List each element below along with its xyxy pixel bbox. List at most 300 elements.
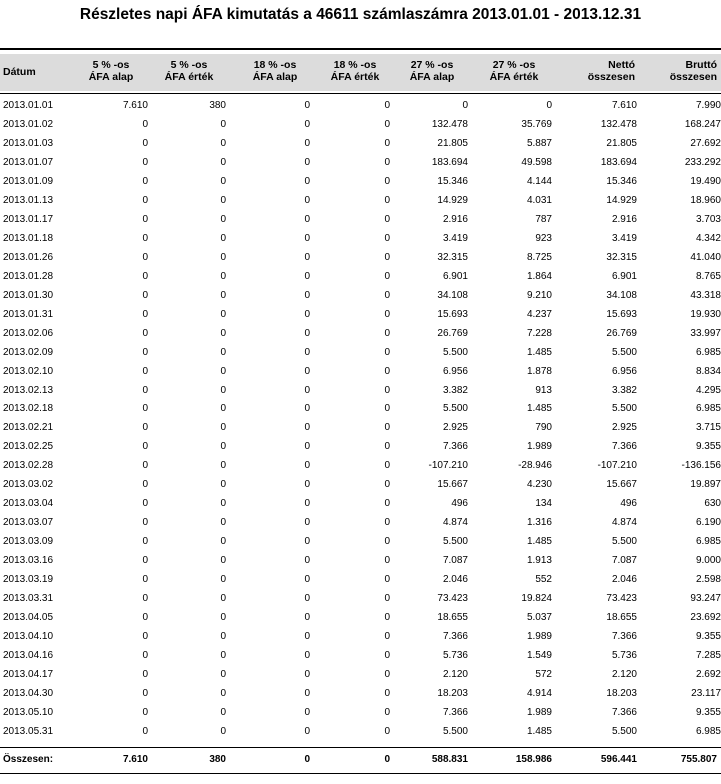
value-cell: 0 [304, 574, 310, 586]
value-cell: 0 [304, 441, 310, 453]
date-cell: 2013.03.16 [3, 555, 54, 567]
table-row [0, 191, 721, 210]
value-cell: 3.382 [611, 384, 637, 396]
value-cell: 0 [142, 213, 148, 225]
value-cell: 496 [451, 498, 468, 510]
value-cell: 0 [142, 308, 148, 320]
total-top-rule [0, 747, 721, 748]
value-cell: 0 [384, 422, 390, 434]
date-cell: 2013.02.21 [3, 422, 54, 434]
table-row [0, 115, 721, 134]
value-cell: 0 [384, 631, 390, 643]
column-header-2 [158, 59, 220, 83]
value-cell: 0 [384, 593, 390, 605]
date-cell: 2013.04.10 [3, 631, 54, 643]
value-cell: 8.834 [695, 365, 721, 377]
table-row [0, 210, 721, 229]
value-cell: 0 [220, 479, 226, 491]
value-cell: 2.046 [611, 574, 637, 586]
value-cell: 0 [220, 365, 226, 377]
date-cell: 2013.01.07 [3, 156, 54, 168]
value-cell: 23.117 [691, 688, 721, 700]
value-cell: 0 [142, 422, 148, 434]
date-cell: 2013.03.31 [3, 593, 54, 605]
value-cell: 0 [142, 251, 148, 263]
value-cell: 0 [142, 384, 148, 396]
value-cell: 0 [304, 118, 310, 130]
total-value: 755.807 [680, 754, 717, 765]
total-value: 0 [384, 754, 390, 765]
value-cell: 0 [304, 536, 310, 548]
value-cell: 4.874 [442, 517, 468, 529]
value-cell: 0 [304, 384, 310, 396]
value-cell: 0 [142, 631, 148, 643]
value-cell: 3.419 [611, 232, 637, 244]
value-cell: 0 [142, 725, 148, 737]
table-row [0, 646, 721, 665]
value-cell: 0 [220, 631, 226, 643]
value-cell: 7.990 [695, 99, 721, 111]
value-cell: 0 [220, 498, 226, 510]
value-cell: 0 [220, 536, 226, 548]
value-cell: 0 [142, 194, 148, 206]
value-cell: 0 [220, 669, 226, 681]
value-cell: 1.864 [526, 270, 552, 282]
value-cell: 8.725 [526, 251, 552, 263]
value-cell: 3.703 [695, 213, 721, 225]
value-cell: 6.956 [442, 365, 468, 377]
value-cell: 0 [142, 460, 148, 472]
value-cell: 0 [220, 156, 226, 168]
value-cell: 19.897 [690, 479, 721, 491]
value-cell: 2.598 [695, 574, 721, 586]
date-cell: 2013.03.07 [3, 517, 54, 529]
value-cell: 0 [220, 422, 226, 434]
column-header-line2: ÁFA alap [88, 71, 134, 83]
value-cell: 49.598 [521, 156, 552, 168]
value-cell: 4.230 [526, 479, 552, 491]
value-cell: 15.693 [437, 308, 468, 320]
value-cell: 5.037 [526, 612, 552, 624]
value-cell: 6.985 [695, 403, 721, 415]
date-cell: 2013.01.31 [3, 308, 54, 320]
value-cell: 0 [304, 460, 310, 472]
table-row [0, 229, 721, 248]
date-cell: 2013.01.18 [3, 232, 54, 244]
date-cell: 2013.02.06 [3, 327, 54, 339]
value-cell: 0 [220, 612, 226, 624]
value-cell: 0 [220, 213, 226, 225]
column-header-6 [482, 59, 546, 83]
date-cell: 2013.03.09 [3, 536, 54, 548]
value-cell: 0 [304, 706, 310, 718]
total-value: 0 [304, 754, 310, 765]
value-cell: 32.315 [606, 251, 637, 263]
value-cell: 0 [384, 517, 390, 529]
value-cell: 0 [220, 137, 226, 149]
value-cell: 1.989 [526, 631, 552, 643]
value-cell: 0 [384, 441, 390, 453]
value-cell: 0 [220, 270, 226, 282]
date-cell: 2013.01.09 [3, 175, 54, 187]
value-cell: 0 [384, 460, 390, 472]
date-cell: 2013.04.16 [3, 650, 54, 662]
value-cell: 26.769 [606, 327, 637, 339]
table-row [0, 305, 721, 324]
value-cell: 27.692 [690, 137, 721, 149]
value-cell: 1.316 [526, 517, 552, 529]
column-header-line1: 18 % -os [253, 59, 297, 71]
date-cell: 2013.05.10 [3, 706, 54, 718]
date-cell: 2013.02.18 [3, 403, 54, 415]
value-cell: 0 [384, 156, 390, 168]
value-cell: 0 [384, 650, 390, 662]
value-cell: 0 [304, 498, 310, 510]
value-cell: 0 [304, 593, 310, 605]
value-cell: 14.929 [606, 194, 637, 206]
total-value: 596.441 [600, 754, 637, 765]
value-cell: 0 [384, 194, 390, 206]
value-cell: 0 [304, 631, 310, 643]
value-cell: 0 [220, 327, 226, 339]
date-cell: 2013.04.05 [3, 612, 54, 624]
value-cell: 0 [142, 289, 148, 301]
date-cell: 2013.03.19 [3, 574, 54, 586]
date-cell: 2013.01.26 [3, 251, 54, 263]
date-cell: 2013.01.01 [3, 99, 54, 111]
value-cell: -136.156 [681, 460, 721, 472]
value-cell: 15.667 [437, 479, 468, 491]
value-cell: 5.500 [442, 725, 468, 737]
table-row [0, 324, 721, 343]
value-cell: 0 [384, 118, 390, 130]
value-cell: 6.901 [611, 270, 637, 282]
value-cell: 5.500 [611, 536, 637, 548]
table-row [0, 684, 721, 703]
value-cell: 0 [220, 403, 226, 415]
value-cell: 0 [220, 593, 226, 605]
table-row [0, 267, 721, 286]
value-cell: 0 [304, 308, 310, 320]
value-cell: 43.318 [690, 289, 721, 301]
value-cell: 1.549 [526, 650, 552, 662]
value-cell: 0 [220, 460, 226, 472]
value-cell: 0 [384, 725, 390, 737]
value-cell: 6.901 [442, 270, 468, 282]
value-cell: 0 [384, 327, 390, 339]
value-cell: 0 [304, 289, 310, 301]
value-cell: 2.916 [611, 213, 637, 225]
table-row [0, 722, 721, 741]
table-row [0, 343, 721, 362]
value-cell: 0 [142, 479, 148, 491]
value-cell: 0 [304, 650, 310, 662]
value-cell: 5.500 [611, 725, 637, 737]
value-cell: 32.315 [437, 251, 468, 263]
value-cell: 4.914 [526, 688, 552, 700]
value-cell: 132.478 [431, 118, 468, 130]
value-cell: 4.031 [526, 194, 552, 206]
value-cell: 6.985 [695, 346, 721, 358]
value-cell: 0 [142, 327, 148, 339]
value-cell: 73.423 [606, 593, 637, 605]
value-cell: 0 [304, 479, 310, 491]
table-row [0, 362, 721, 381]
value-cell: 2.925 [442, 422, 468, 434]
date-cell: 2013.01.03 [3, 137, 54, 149]
report-title: Részletes napi ÁFA kimutatás a 46611 számlaszámra 2013.01.01 - 2013.12.31 [79, 6, 642, 23]
value-cell: 0 [384, 479, 390, 491]
value-cell: 0 [304, 232, 310, 244]
value-cell: 0 [142, 365, 148, 377]
value-cell: 3.382 [442, 384, 468, 396]
value-cell: 33.997 [690, 327, 721, 339]
value-cell: 0 [304, 194, 310, 206]
value-cell: 18.203 [437, 688, 468, 700]
value-cell: 552 [535, 574, 552, 586]
value-cell: 134 [535, 498, 552, 510]
date-cell: 2013.04.17 [3, 669, 54, 681]
value-cell: 0 [384, 384, 390, 396]
value-cell: 0 [304, 213, 310, 225]
value-cell: 168.247 [684, 118, 721, 130]
value-cell: 0 [384, 612, 390, 624]
value-cell: 5.500 [611, 346, 637, 358]
date-cell: 2013.03.04 [3, 498, 54, 510]
value-cell: 0 [384, 574, 390, 586]
column-header-line1: 27 % -os [410, 59, 454, 71]
total-value: 588.831 [431, 754, 468, 765]
value-cell: 132.478 [600, 118, 637, 130]
value-cell: 0 [384, 175, 390, 187]
value-cell: 18.655 [606, 612, 637, 624]
value-cell: 0 [384, 688, 390, 700]
value-cell: 0 [220, 175, 226, 187]
table-row [0, 418, 721, 437]
value-cell: 15.346 [606, 175, 637, 187]
value-cell: 2.916 [442, 213, 468, 225]
value-cell: 233.292 [684, 156, 721, 168]
value-cell: 0 [142, 346, 148, 358]
value-cell: 0 [142, 688, 148, 700]
header-bottom-rule [0, 93, 721, 94]
value-cell: 3.419 [442, 232, 468, 244]
value-cell: 0 [220, 289, 226, 301]
value-cell: 7.366 [611, 631, 637, 643]
value-cell: 0 [304, 270, 310, 282]
value-cell: 0 [304, 517, 310, 529]
column-header-line2: ÁFA érték [489, 71, 539, 83]
value-cell: 15.667 [606, 479, 637, 491]
column-header-line2: ÁFA érték [330, 71, 380, 83]
value-cell: 0 [304, 555, 310, 567]
value-cell: 0 [220, 384, 226, 396]
value-cell: 19.490 [690, 175, 721, 187]
value-cell: 0 [142, 574, 148, 586]
value-cell: 7.366 [611, 706, 637, 718]
column-header-line1: 5 % -os [92, 59, 130, 71]
total-value: 158.986 [515, 754, 552, 765]
value-cell: 2.120 [442, 669, 468, 681]
value-cell: 0 [142, 118, 148, 130]
totals-label: Összesen: [3, 754, 54, 765]
table-row [0, 248, 721, 267]
value-cell: 0 [142, 612, 148, 624]
value-cell: 380 [209, 99, 226, 111]
value-cell: 0 [384, 498, 390, 510]
column-header-line1: Nettó [608, 59, 635, 71]
value-cell: 0 [220, 725, 226, 737]
value-cell: 0 [304, 669, 310, 681]
value-cell: 73.423 [437, 593, 468, 605]
value-cell: 9.210 [526, 289, 552, 301]
value-cell: 572 [535, 669, 552, 681]
date-cell: 2013.04.30 [3, 688, 54, 700]
table-row [0, 400, 721, 419]
column-header-4 [322, 59, 388, 83]
date-cell: 2013.01.13 [3, 194, 54, 206]
table-row [0, 286, 721, 305]
value-cell: 7.366 [611, 441, 637, 453]
value-cell: 0 [304, 688, 310, 700]
value-cell: 0 [304, 137, 310, 149]
value-cell: 15.693 [606, 308, 637, 320]
column-header-line2: ÁFA érték [164, 71, 214, 83]
value-cell: 0 [304, 403, 310, 415]
value-cell: 35.769 [521, 118, 552, 130]
value-cell: 5.500 [442, 403, 468, 415]
value-cell: 7.087 [611, 555, 637, 567]
table-row [0, 134, 721, 153]
value-cell: 18.655 [437, 612, 468, 624]
value-cell: 0 [220, 194, 226, 206]
column-header-line1: Dátum [3, 66, 36, 78]
value-cell: 0 [384, 669, 390, 681]
value-cell: 4.295 [695, 384, 721, 396]
value-cell: 1.485 [526, 346, 552, 358]
value-cell: 2.046 [442, 574, 468, 586]
table-row [0, 627, 721, 646]
column-header-0 [3, 66, 63, 78]
value-cell: 9.355 [695, 706, 721, 718]
value-cell: 4.342 [695, 232, 721, 244]
value-cell: 7.366 [442, 631, 468, 643]
value-cell: 21.805 [606, 137, 637, 149]
table-row [0, 703, 721, 722]
table-row [0, 551, 721, 570]
table-row [0, 475, 721, 494]
column-header-8 [657, 59, 717, 83]
value-cell: 1.989 [526, 706, 552, 718]
value-cell: 183.694 [431, 156, 468, 168]
column-header-1 [80, 59, 142, 83]
value-cell: 630 [704, 498, 721, 510]
value-cell: 7.366 [442, 706, 468, 718]
value-cell: 7.228 [526, 327, 552, 339]
date-cell: 2013.02.28 [3, 460, 54, 472]
value-cell: 0 [304, 365, 310, 377]
value-cell: 23.692 [690, 612, 721, 624]
value-cell: 0 [304, 175, 310, 187]
column-header-line2: összesen [669, 71, 717, 83]
value-cell: 4.237 [526, 308, 552, 320]
value-cell: 0 [304, 327, 310, 339]
column-header-line1: 5 % -os [170, 59, 208, 71]
value-cell: 0 [220, 706, 226, 718]
value-cell: 0 [220, 517, 226, 529]
value-cell: 0 [220, 688, 226, 700]
value-cell: -107.210 [428, 460, 468, 472]
value-cell: 18.960 [690, 194, 721, 206]
value-cell: 496 [620, 498, 637, 510]
column-header-line2: ÁFA alap [252, 71, 298, 83]
value-cell: 5.736 [442, 650, 468, 662]
value-cell: 4.144 [526, 175, 552, 187]
value-cell: 21.805 [437, 137, 468, 149]
date-cell: 2013.02.13 [3, 384, 54, 396]
value-cell: 0 [546, 99, 552, 111]
value-cell: 1.485 [526, 536, 552, 548]
column-header-3 [242, 59, 308, 83]
column-header-line2: ÁFA alap [409, 71, 455, 83]
daily-vat-table [0, 96, 721, 741]
value-cell: 2.925 [611, 422, 637, 434]
date-cell: 2013.05.31 [3, 725, 54, 737]
value-cell: 0 [142, 669, 148, 681]
column-header-5 [400, 59, 464, 83]
value-cell: 5.500 [442, 536, 468, 548]
total-value: 7.610 [122, 754, 148, 765]
table-row [0, 96, 721, 115]
value-cell: 0 [220, 232, 226, 244]
value-cell: 7.087 [442, 555, 468, 567]
value-cell: 923 [535, 232, 552, 244]
value-cell: 18.203 [606, 688, 637, 700]
value-cell: 5.736 [611, 650, 637, 662]
value-cell: 0 [220, 308, 226, 320]
value-cell: 0 [384, 289, 390, 301]
value-cell: 6.956 [611, 365, 637, 377]
value-cell: 93.247 [690, 593, 721, 605]
value-cell: 0 [384, 137, 390, 149]
value-cell: 0 [304, 612, 310, 624]
value-cell: 0 [220, 251, 226, 263]
value-cell: 1.989 [526, 441, 552, 453]
value-cell: 0 [142, 498, 148, 510]
value-cell: -28.946 [518, 460, 552, 472]
total-value: 380 [209, 754, 226, 765]
date-cell: 2013.02.10 [3, 365, 54, 377]
table-row [0, 153, 721, 172]
value-cell: 14.929 [437, 194, 468, 206]
value-cell: 7.610 [611, 99, 637, 111]
value-cell: -107.210 [597, 460, 637, 472]
value-cell: 5.500 [442, 346, 468, 358]
value-cell: 7.366 [442, 441, 468, 453]
table-row [0, 437, 721, 456]
value-cell: 1.913 [526, 555, 552, 567]
value-cell: 5.500 [611, 403, 637, 415]
table-row [0, 570, 721, 589]
table-row [0, 589, 721, 608]
value-cell: 0 [304, 422, 310, 434]
value-cell: 0 [304, 725, 310, 737]
value-cell: 0 [142, 555, 148, 567]
table-row [0, 172, 721, 191]
table-row [0, 608, 721, 627]
total-bottom-rule [0, 773, 721, 774]
value-cell: 0 [142, 175, 148, 187]
